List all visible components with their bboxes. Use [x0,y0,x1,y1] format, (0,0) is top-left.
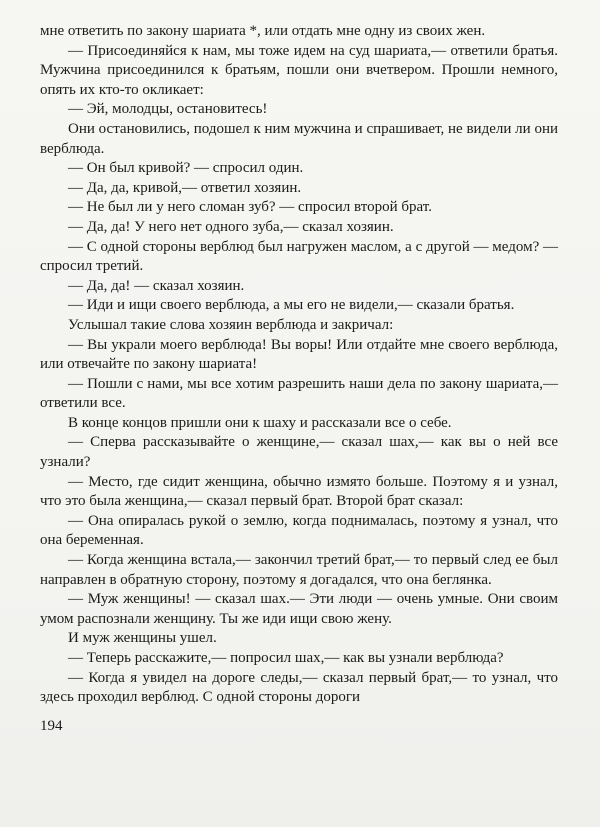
paragraph: — Не был ли у него сломан зуб? — спросил второй брат. [68,199,432,216]
paragraph: — Присоединяйся к нам, мы тоже идем на суд шариата,— ответили братья. Мужчина присоединился к братьям, пошли они вчетвером. Прошли немного, опять их кто-то окликает: [40,42,558,98]
paragraph: — Место, где сидит женщина, обычно измято больше. Поэтому я и узнал, что это была женщина,— сказал первый брат. Второй брат сказал: [40,473,558,510]
paragraph: В конце концов пришли они к шаху и рассказали все о себе. [68,414,452,431]
paragraph: — Она опиралась рукой о землю, когда поднималась, поэтому я узнал, что она беременная. [40,512,558,549]
paragraph: — Муж женщины! — сказал шах.— Эти люди — очень умные. Они своим умом распознали женщину. Ты же иди ищи свою жену. [40,591,558,627]
paragraph: — Да, да, кривой,— ответил хозяин. [68,179,302,196]
paragraph: — Эй, молодцы, остановитесь! [68,101,268,118]
paragraph: — Иди и ищи своего верблюда, а мы его не видели,— сказали братья. [68,297,515,314]
paragraph: — Когда я увидел на дороге следы,— сказал первый брат,— то узнал, что здесь проходил верблюд. С одной стороны дороги [40,669,558,706]
page-text [40,22,558,708]
paragraph: — Да, да! У него нет одного зуба,— сказал хозяин. [68,218,394,235]
paragraph: — Когда женщина встала,— закончил третий брат,— то первый след ее был направлен в обратную сторону, поэтому я догадался, что она беглянка. [40,552,558,588]
paragraph: — Сперва рассказывайте о женщине,— сказал шах,— как вы о ней все узнали? [40,434,558,471]
paragraph: — Он был кривой? — спросил один. [68,160,304,177]
page-number: 194 [40,717,63,734]
paragraph: — Да, да! — сказал хозяин. [68,277,245,294]
paragraph: — С одной стороны верблюд был нагружен маслом, а с другой — медом? — спросил третий. [40,238,558,275]
paragraph: Они остановились, подошел к ним мужчина и спрашивает, не видели ли они верблюда. [40,120,558,157]
paragraph: — Теперь расскажите,— попросил шах,— как вы узнали верблюда? [68,650,504,666]
paragraph: — Пошли с нами, мы все хотим разрешить наши дела по закону шариата,— ответили все. [40,375,558,412]
paragraph: Услышал такие слова хозяин верблюда и закричал: [68,316,394,333]
paragraph: — Вы украли моего верблюда! Вы воры! Или отдайте мне своего верблюда, или отвечайте по закону шариата! [40,336,558,373]
paragraph: мне ответить по закону шариата *, или отдать мне одну из своих жен. [40,23,486,39]
paragraph: И муж женщины ушел. [68,630,217,647]
